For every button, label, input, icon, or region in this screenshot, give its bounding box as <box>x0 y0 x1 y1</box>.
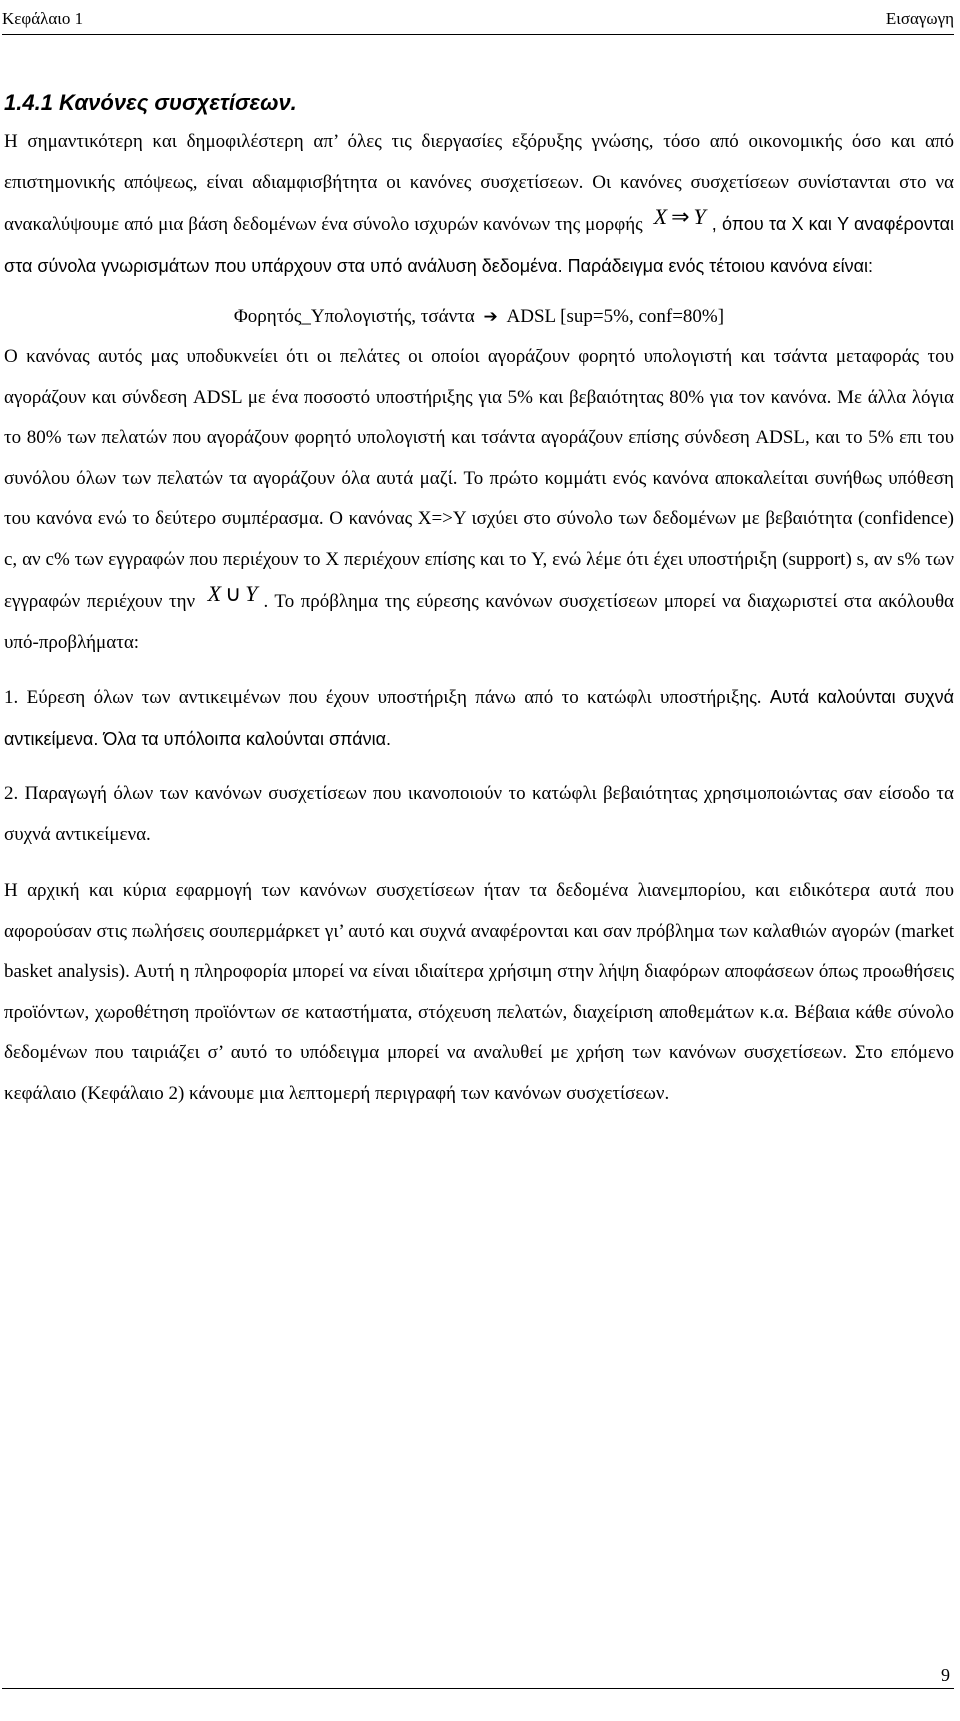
union-y: Y <box>245 581 258 606</box>
union-x: X <box>207 581 222 606</box>
paragraph-intro <box>4 122 954 287</box>
explanation-text-1: Ο κανόνας αυτός μας υποδυκνείει ότι οι πελάτες οι οποίοι αγοράζουν φορητό υπολογιστή και τσάντα μεταφοράς του αγοράζουν και σύνδεση ADSL με ένα ποσοστό υποστήριξης για 5% και βεβαιότητας 80% για τον κανόνα. <box>4 346 954 408</box>
page-number: 9 <box>941 1665 950 1685</box>
intro-text-2: Οι κανόνες συσχετίσεων συνίστανται στο να ανακαλύψουμε από μια βάση δεδομένων ένα σύνολο ισχυρών κανόνων της μορφής <box>4 171 955 235</box>
example-rule <box>4 297 954 337</box>
intro-text-3: , όπου τα X και Y αναφέρονται στα σύνολα γνωρισμάτων που υπάρχουν στα υπό ανάλυση δεδομένα. Παράδειγμα ενός τέτοιου κανόνα είναι: <box>4 214 955 276</box>
spacer <box>4 663 954 677</box>
formula-y: Y <box>693 204 706 229</box>
list-item-number: 1. <box>4 687 19 708</box>
footer-divider <box>2 1688 954 1689</box>
paragraph-explanation <box>4 337 954 663</box>
list-item-1 <box>4 677 954 760</box>
list-item-2 <box>4 774 954 855</box>
paragraph-applications: Η αρχική και κύρια εφαρμογή των κανόνων συσχετίσεων ήταν τα δεδομένα λιανεμπορίου, και ειδικότερα αυτά που αφορούσαν στις πωλήσεις σουπερμάρκετ γι’ αυτό και συχνά αναφέρονται και σαν πρόβλημα των καλαθιών αγορών (market basket analysis). Αυτή η πληροφορία μπορεί να είναι ιδιαίτερα χρήσιμη στην λήψη διαφόρων αποφάσεων όπως προωθήσεις προϊόντων, χωροθέτηση προϊόντων σε καταστήματα, στόχευση πελατών, διαχείριση αποθεμάτων κ.α. Βέβαια κάθε σύνολο δεδομένων που ταιριάζει σ’ αυτό το υπόδειγμα μπορεί να αναλυθεί με χρήση των κανόνων συσχετίσεων. Στο επόμενο κεφάλαιο (Κεφάλαιο 2) κάνουμε μια λεπτομερή περιγραφή των κανόνων συσχετίσεων. <box>4 880 954 1104</box>
list-item-text: Εύρεση όλων των αντικειμένων που έχουν υποστήριξη πάνω από το κατώφλι υποστήριξης. <box>26 687 762 708</box>
section-title: 1.4.1 Κανόνες συσχετίσεων. <box>4 90 297 115</box>
union-symbol: ∪ <box>225 581 242 606</box>
intro-text-1: Η σημαντικότερη και δημοφιλέστερη απ’ όλες τις διεργασίες εξόρυξης γνώσης, τόσο από οικονομικής όσο και από επιστημονικής απόψεως, είναι αδιαμφισβήτητα οι κανόνες συσχετίσεων. <box>4 131 954 193</box>
explanation-text-2: Με άλλα λόγια το 80% των πελατών που αγοράζουν φορητό υπολογιστή και τσάντα αγοράζουν επίσης σύνδεση ADSL, και το 5% επι του συνόλου όλων των πελατών τα αγοράζουν όλα αυτά μαζί. <box>4 386 955 489</box>
spacer <box>4 855 954 871</box>
example-antecedent: Φορητός_Υπολογιστής, τσάντα <box>233 306 475 327</box>
spacer <box>4 760 954 774</box>
list-item-text-2: Αυτά καλούνται συχνά αντικείμενα. Όλα τα υπόλοιπα καλούνται σπάνια. <box>4 687 955 749</box>
example-consequent: ADSL [sup=5%, conf=80%] <box>506 306 725 327</box>
formula-x: X <box>653 204 668 229</box>
list-item-number: 2. <box>4 783 19 804</box>
list-item-text: Παραγωγή όλων των κανόνων συσχετίσεων που ικανοποιούν το κατώφλι βεβαιότητας χρησιμοποιώντας σαν είσοδο τα συχνά αντικείμενα. <box>4 783 955 845</box>
explanation-text-3: Το πρώτο κομμάτι ενός κανόνα αποκαλείται συνήθως υπόθεση του κανόνα ενώ το δεύτερο συμπέρασμα. <box>4 467 954 529</box>
page-content <box>4 88 954 1114</box>
explanation-text-5: . Το πρόβλημα της εύρεσης κανόνων συσχετίσεων μπορεί να διαχωριστεί στα ακόλουθα υπό-προβλήματα: <box>4 591 955 653</box>
header-section: Εισαγωγη <box>885 9 954 28</box>
union-formula <box>202 574 264 615</box>
implication-formula <box>648 197 712 238</box>
implies-symbol: ⇒ <box>671 204 690 229</box>
explanation-text-4: Ο κανόνας X=>Y ισχύει στο σύνολο των δεδομένων με βεβαιότητα (confidence) c, αν c% των εγγραφών που περιέχουν το X περιέχουν επίσης και το Y, ενώ λέμε ότι έχει υποστήριξη (support) s, αν s% των εγγραφών περιέχουν την <box>4 508 954 612</box>
header-chapter: Κεφάλαιο 1 <box>2 9 84 28</box>
arrow-icon: ➔ <box>483 307 498 327</box>
page-header <box>2 4 954 35</box>
